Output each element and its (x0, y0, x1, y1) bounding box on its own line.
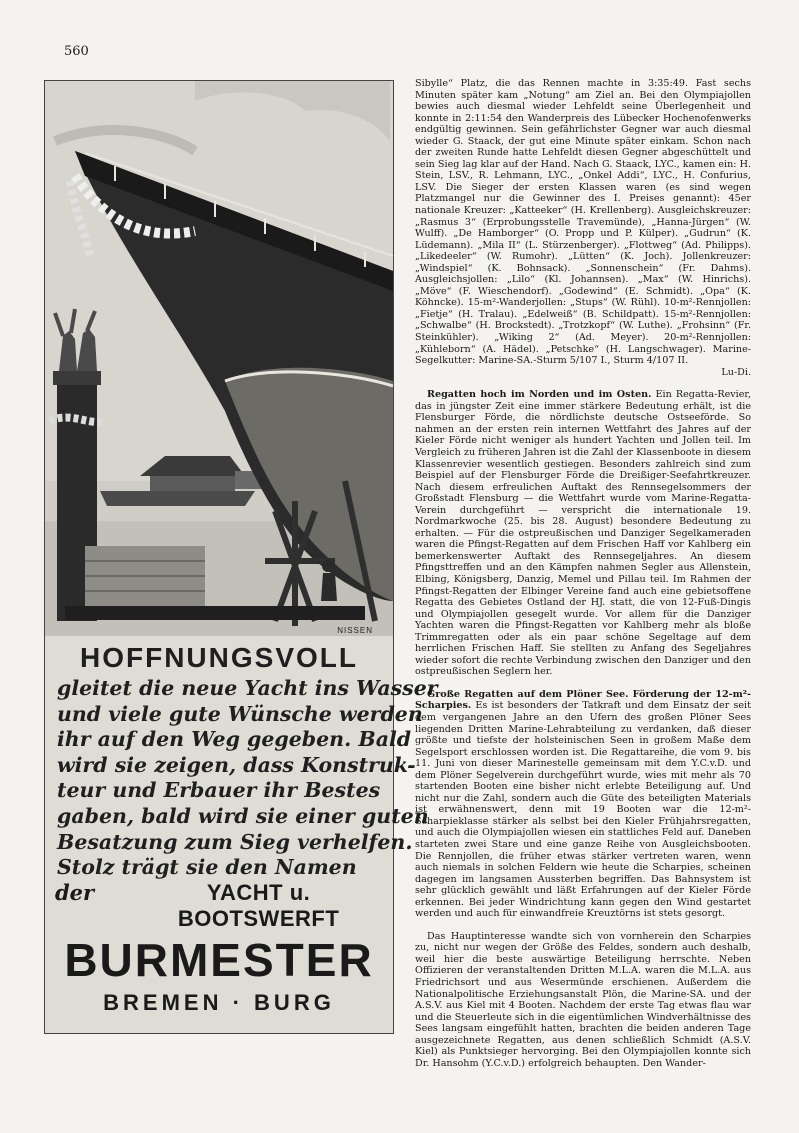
ad-body-line: gaben, bald wird sie einer guten (57, 803, 429, 828)
ad-brand-name: BURMESTER (64, 933, 374, 986)
article-paragraph: Das Hauptinteresse wandte sich von vornherein den Scharpies zu, nicht nur wegen der Größe des Feldes, sondern auch deshalb, weil hier die beste auswärtige Beteiligung herrschte. Neben Offizieren der veranstaltenden Dritten M.L.A. waren die M.L.A. aus Friedrichsort und aus Wesermünde erschienen. Außerdem die Nationalpolitische Erziehungsanstalt Plön, die Marine-SA. und der A.S.V. aus Kiel mit 4 Booten. Nachdem der erste Tag etwas flau war und die Steuerleute sich in die eigentümlichen Windverhältnisse des Sees langsam eingefühlt hatten, brachten die beiden anderen Tage ausgezeichnete Regatten, aus denen schließlich Schmidt (A.S.V. Kiel) als Punktsieger hervorging. Bei den Olympiajollen konnte sich Dr. Hansohm (Y.C.v.D.) erfolgreich behaupten. Den Wander- (415, 930, 751, 1069)
author-signature: Lu-Di. (721, 366, 751, 378)
ad-body-line: Stolz trägt sie den Namen (57, 855, 357, 880)
article-column (415, 78, 751, 1069)
worker-figure (322, 560, 334, 572)
artist-signature: NISSEN (337, 626, 373, 635)
ad-company-line (45, 880, 393, 932)
article-section (415, 689, 751, 920)
article-section (415, 389, 751, 678)
section-heading: Regatten hoch im Norden und im Osten. (427, 389, 652, 401)
burmester-advertisement (44, 80, 438, 1034)
ad-headline: HOFFNUNGSVOLL (80, 642, 358, 673)
section-text: Es ist besonders der Tatkraft und dem Einsatz der seit dem vergangenen Jahre an den Ufern des großen Plöner Sees liegenden Dritten Marine-Lehrabteilung zu verdanken, daß dieser größte und tiefste der holsteinischen Seen in großem Maße dem Segelsport erschlossen worden ist. Die Regattareihe, die vom 9. bis 11. Juni von dieser Marinestelle gemeinsam mit dem Y.C.v.D. und dem Plöner Segelverein durchgeführt wurde, wies mit mehr als 70 startenden Booten eine bisher nicht erlebte Beteiligung auf. Und nicht nur die Zahl, sondern auch die Güte des beteiligten Materials ist erwähnenswert, denn mit 19 Booten war die 12-m²-Scharpieklasse stärker als selbst bei den Kieler Frühjahrsregatten, und auch die Olympiajollen wiesen ein stattliches Feld auf. Daneben starteten zwei Stare und eine ganze Reihe von Ausgleichsbooten. Die Rennjollen, die früher etwas stärker vertreten waren, wenn auch niemals in solchen Feldern wie heute die Scharpies, scheinen dagegen im langsamen Aussterben begriffen. Das Bahnsystem ist sehr glücklich gewählt und läßt Erfahrungen auf der Kieler Förde erkennen. Bei jeder Windrichtung kann gegen den Wind gestartet werden und auch für einwandfreie Kreuztörns ist stets gesorgt. (415, 700, 751, 920)
ad-city: BREMEN · BURG (103, 989, 335, 1015)
ad-der-word: der (55, 879, 95, 905)
ad-yard-name: YACHT u. BOOTSWERFT (177, 879, 340, 931)
section-heading: Große Regatten auf dem Plöner See. Förderung der 12-m²-Scharpies. (415, 688, 751, 712)
ad-body-text (51, 676, 438, 881)
ad-body-line: teur und Erbauer ihr Bestes (57, 778, 381, 803)
ad-body-line: wird sie zeigen, dass Konstruk- (57, 752, 416, 777)
page-number: 560 (64, 44, 89, 59)
ad-body-line: gleitet die neue Yacht ins Wasser (57, 676, 438, 700)
advertisement-copy (45, 636, 438, 1033)
ad-body-line: und viele gute Wünsche werden (57, 701, 423, 726)
ship-launch-illustration (45, 81, 393, 636)
article-paragraph: Sibylle“ Platz, die das Rennen machte in 3:35:49. Fast sechs Minuten später kam „Notung“ am Ziel an. Bei den Olympiajollen bewies auch diesmal wieder Lehfeldt seine Überlegenheit und konnte in 2:11:54 den Wanderpreis des Lübecker Hochenofenwerks endgültig gewinnen. Sein gefährlichster Gegner war auch diesmal wieder G. Staack, der gut eine Minute später einkam. Schon nach der zweiten Runde hatte Lehfeldt diesen Gegner abgeschüttelt und sein Sieg lag klar auf der Hand. Nach G. Staack, LYC., kamen ein: H. Stein, LSV., R. Lehmann, LYC., „Onkel Addi“, LYC., H. Confurius, LSV. Die Sieger der ersten Klassen waren (es sind wegen Platzmangel nur die Gewinner des I. Preises genannt): 45er nationale Kreuzer: „Katteeker“ (H. Krellenberg). Ausgleichskreuzer: „Rasmus 3“ (Erprobungsstelle Travemünde), „Hanna-Jürgen“ (W. Wulff). „De Hamborger“ (O. Propp und P. Külper). „Gudrun“ (K. Lüdemann). „Mila II“ (L. Stürzenberger). „Flottweg“ (Ad. Philipps). „Likedeeler“ (W. Rumohr). „Lütten“ (K. Joch). Jollenkreuzer: „Windspiel“ (K. Bohnsack). „Sonnenschein“ (Fr. Dahms). Ausgleichsjollen: „Lilo“ (Kl. Johannsen). „Max“ (W. Hinrichs). „Möve“ (F. Wieschendorf). „Godewind“ (E. Schmidt). „Opa“ (K. Köhncke). 15-m²-Wanderjollen: „Stups“ (W. Rühl). 10-m²-Rennjollen: „Fietje“ (H. Tralau). „Edelweiß“ (B. Schildpatt). 15-m²-Rennjollen: „Schwalbe“ (H. Brockstedt). „Trotzkopf“ (W. Luthe). „Frohsinn“ (Fr. Steinkühler). „Wiking 2“ (Ad. Meyer). 20-m²-Rennjollen: „Kühleborn“ (A. Hädel). „Petschke“ (H. Langschwager). Marine-Segelkutter: Marine-SA.-Sturm 5/107 I., Sturm 4/107 II. (415, 78, 751, 367)
ad-body-line: ihr auf den Weg gegeben. Bald (57, 727, 412, 752)
ad-body-line: Besatzung zum Sieg verhelfen. (57, 829, 413, 854)
section-text: Ein Regatta-Revier, das in jüngster Zeit eine immer stärkere Bedeutung erhält, ist die Flensburger Förde, die nördlichste deutsche Ostseeförde. So nahmen an der ersten rein internen Wettfahrt des Jahres auf der Kieler Förde nicht weniger als hundert Yachten und Jollen teil. Im Vergleich zu früheren Jahren ist die Zahl der Klassenboote in diesem Klassenrevier wesentlich gestiegen. Besonders zahlreich sind zum Beispiel auf der Flensburger Förde die Dreißiger-Seefahrtkreuzer. Nach diesem erfreulichen Auftakt des Rennsegelsommers der Großstadt Flensburg — die Wettfahrt wurde vom Marine-Regatta-Verein durchgeführt — verspricht die internationale 19. Nordmarkwoche (25. bis 28. August) besondere Bedeutung zu erhalten. — Für die ostpreußischen und Danziger Segelkameraden waren die Pfingst-Regatten auf dem Frischen Haff vor Kahlberg ein bemerkenswerter Auftakt des Rennsegeljahres. An diesem Pfingsttreffen und an den Kämpfen nahmen Segler aus Allenstein, Elbing, Königsberg, Danzig, Memel und Pillau teil. Im Rahmen der Pfingst-Regatten der Elbinger Vereine fand auch eine gebietsoffene Regatta des Gebietes Ostland der HJ. statt, die von 12-Fuß-Dingis und Olympiajollen gesegelt wurde. Vor allem für die Danziger Yachten waren die Pfingst-Regatten vor Kahlberg mehr als bloße Trimmregatten oder als ein paar schöne Segeltage auf dem herrlichen Frischen Haff. Sie stellten zu Anfang des Segeljahres wieder sofort die rechte Verbindung zwischen den Danziger und den ostpreußischen Seglern her. (415, 389, 751, 678)
